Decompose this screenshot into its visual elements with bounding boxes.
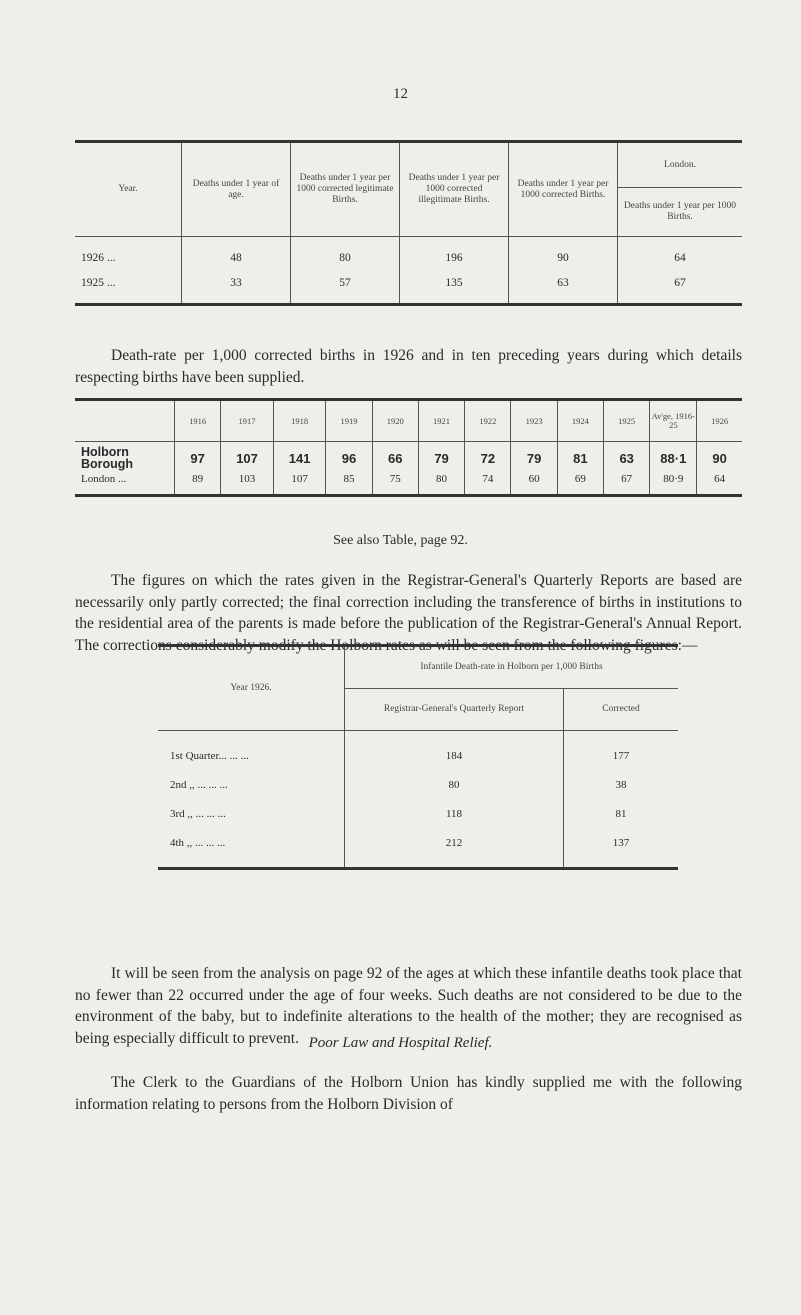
paragraph-poor-law: The Clerk to the Guardians of the Holborn Union has kindly supplied me with the following information relating to persons from the Holborn Division of [75,1074,742,1113]
header-corrected: Deaths under 1 year per 1000 corrected Births. [509,142,618,237]
london-label: London ... [81,473,127,485]
header-rg-report: Registrar-General's Quarterly Report [345,689,564,731]
quarterly-rates-table [158,644,678,870]
holborn-row: Holborn Borough 97 107 141 96 66 79 72 79 81 63 88·1 90 [75,442,742,471]
table-row: 4th ,, ... ... ... 212 137 [158,828,678,869]
table-row: 2nd ,, ... ... ... 80 38 [158,770,678,799]
table-row: 1926 ... 48 80 196 90 64 [75,237,742,271]
header-illegit: Deaths under 1 year per 1000 corrected illegitimate Births. [400,142,509,237]
infant-deaths-table [75,140,742,306]
holborn-label: Holborn Borough [81,445,134,471]
section-heading: Poor Law and Hospital Relief. [308,1035,493,1051]
table-caption: See also Table, page 92. [333,533,468,548]
header-year-1926: Year 1926. [158,646,345,731]
header-legit: Deaths under 1 year per 1000 corrected legitimate Births. [291,142,400,237]
death-rate-by-year-table [75,398,742,497]
header-year: Year. [75,142,182,237]
header-corrected: Corrected [564,689,679,731]
header-infantile-rate: Infantile Death-rate in Holborn per 1,000 Births [345,646,679,689]
paragraph-age-analysis: It will be seen from the analysis on page 92 of the ages at which these infantile deaths took place that no fewer than 22 occurred under the age of four weeks. Such deaths are not considered to be due to the environment of the baby, but to indefinite alterations to the health of the mother; they are recognised as being especially difficult to prevent. [75,965,742,1047]
year-header-row: 1916 1917 1918 1919 1920 1921 1922 1923 1924 1925 Av'ge, 1916-25 1926 [75,400,742,442]
header-deaths: Deaths under 1 year of age. [182,142,291,237]
header-london-sub: Deaths under 1 year per 1000 Births. [618,188,743,237]
table-row: 3rd ,, ... ... ... 118 81 [158,799,678,828]
paragraph-death-rate-intro: Death-rate per 1,000 corrected births in 1926 and in ten preceding years during which details respecting births have been supplied. [75,347,742,386]
page-number: 12 [393,86,408,102]
table-row: 1st Quarter... ... ... 184 177 [158,731,678,771]
header-london: London. [618,142,743,188]
table-row: 1925 ... 33 57 135 63 67 [75,270,742,305]
london-row: London ... 89 103 107 85 75 80 74 60 69 67 80·9 64 [75,470,742,496]
paragraph-corrections: The figures on which the rates given in the Registrar-General's Quarterly Reports are based are necessarily only partly corrected; the final correction including the transference of births in institutions to the residential area of the parents is made before the publication of the Registrar-General's Annual Report. The corrections considerably modify the Holborn rates as will be seen from the following figures:— [75,572,742,654]
